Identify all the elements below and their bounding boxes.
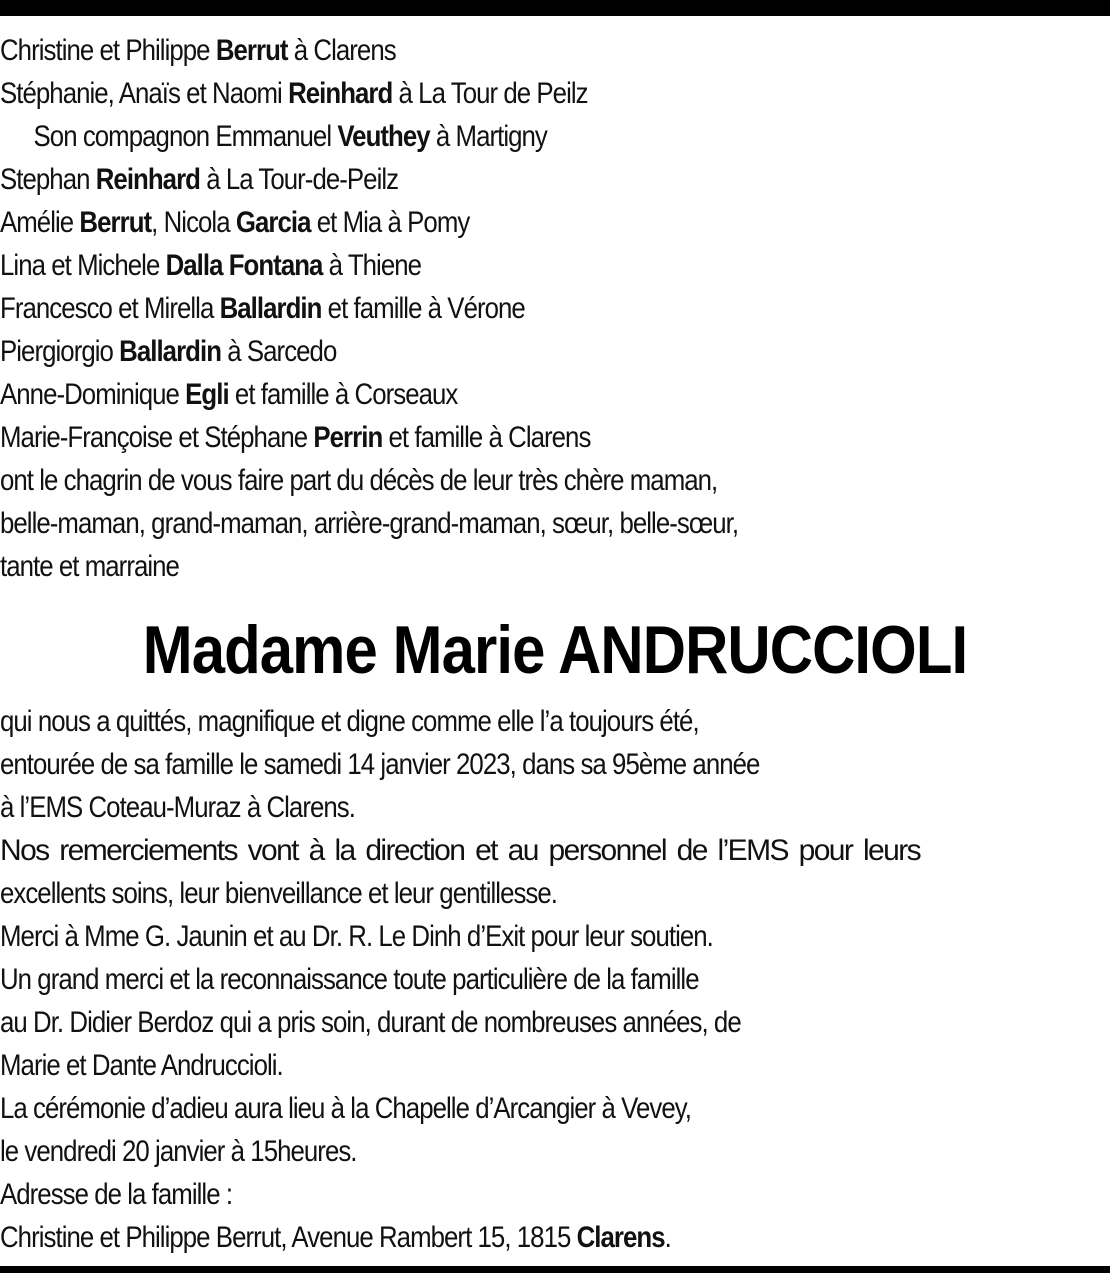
text-line: Un grand merci et la reconnaissance toute particulière de la famille (0, 963, 699, 996)
text-line: excellents soins, leur bienveillance et leur gentillesse. (0, 877, 558, 910)
family-line: Stéphanie, Anaïs et Naomi Reinhard à La Tour de Peilz (0, 77, 588, 110)
family-address-line: Christine et Philippe Berrut, Avenue Rambert 15, 1815 Clarens. (0, 1221, 671, 1254)
text-line: au Dr. Didier Berdoz qui a pris soin, durant de nombreuses années, de (0, 1006, 741, 1039)
family-line: Christine et Philippe Berrut à Clarens (0, 34, 396, 67)
text-line: le vendredi 20 janvier à 15heures. (0, 1135, 357, 1168)
text-line: à l’EMS Coteau-Muraz à Clarens. (0, 791, 355, 824)
text-line: belle-maman, grand-maman, arrière-grand-maman, sœur, belle-sœur, (0, 507, 739, 540)
family-line: Stephan Reinhard à La Tour-de-Peilz (0, 163, 399, 196)
text-line: Merci à Mme G. Jaunin et au Dr. R. Le Dinh d’Exit pour leur soutien. (0, 920, 713, 953)
notice-body (0, 700, 1110, 1259)
family-line: Son compagnon Emmanuel Veuthey à Martigny (33, 120, 547, 153)
text-line: entourée de sa famille le samedi 14 janvier 2023, dans sa 95ème année (0, 748, 760, 781)
text-line: Adresse de la famille : (0, 1178, 233, 1211)
family-line: Amélie Berrut, Nicola Garcia et Mia à Pomy (0, 206, 470, 239)
family-line: Marie-Françoise et Stéphane Perrin et famille à Clarens (0, 421, 591, 454)
family-line: Francesco et Mirella Ballardin et famille à Vérone (0, 292, 525, 325)
family-line: Lina et Michele Dalla Fontana à Thiene (0, 249, 422, 282)
family-list (0, 29, 1110, 459)
top-rule (0, 0, 1110, 16)
text-line: qui nous a quittés, magnifique et digne comme elle l’a toujours été, (0, 705, 699, 738)
bottom-rule (0, 1266, 1110, 1273)
text-line: ont le chagrin de vous faire part du décès de leur très chère maman, (0, 464, 718, 497)
obituary-notice (0, 29, 1110, 1259)
family-line: Piergiorgio Ballardin à Sarcedo (0, 335, 337, 368)
deceased-name-heading: Madame Marie ANDRUCCIOLI (142, 612, 968, 688)
text-line: La cérémonie d’adieu aura lieu à la Chapelle d’Arcangier à Vevey, (0, 1092, 692, 1125)
text-line: Nos remerciements vont à la direction et au personnel de l’EMS pour leurs (0, 834, 921, 867)
announcement-text (0, 459, 1110, 588)
text-line: Marie et Dante Andruccioli. (0, 1049, 283, 1082)
text-line: tante et marraine (0, 550, 179, 583)
family-line: Anne-Dominique Egli et famille à Corseaux (0, 378, 458, 411)
